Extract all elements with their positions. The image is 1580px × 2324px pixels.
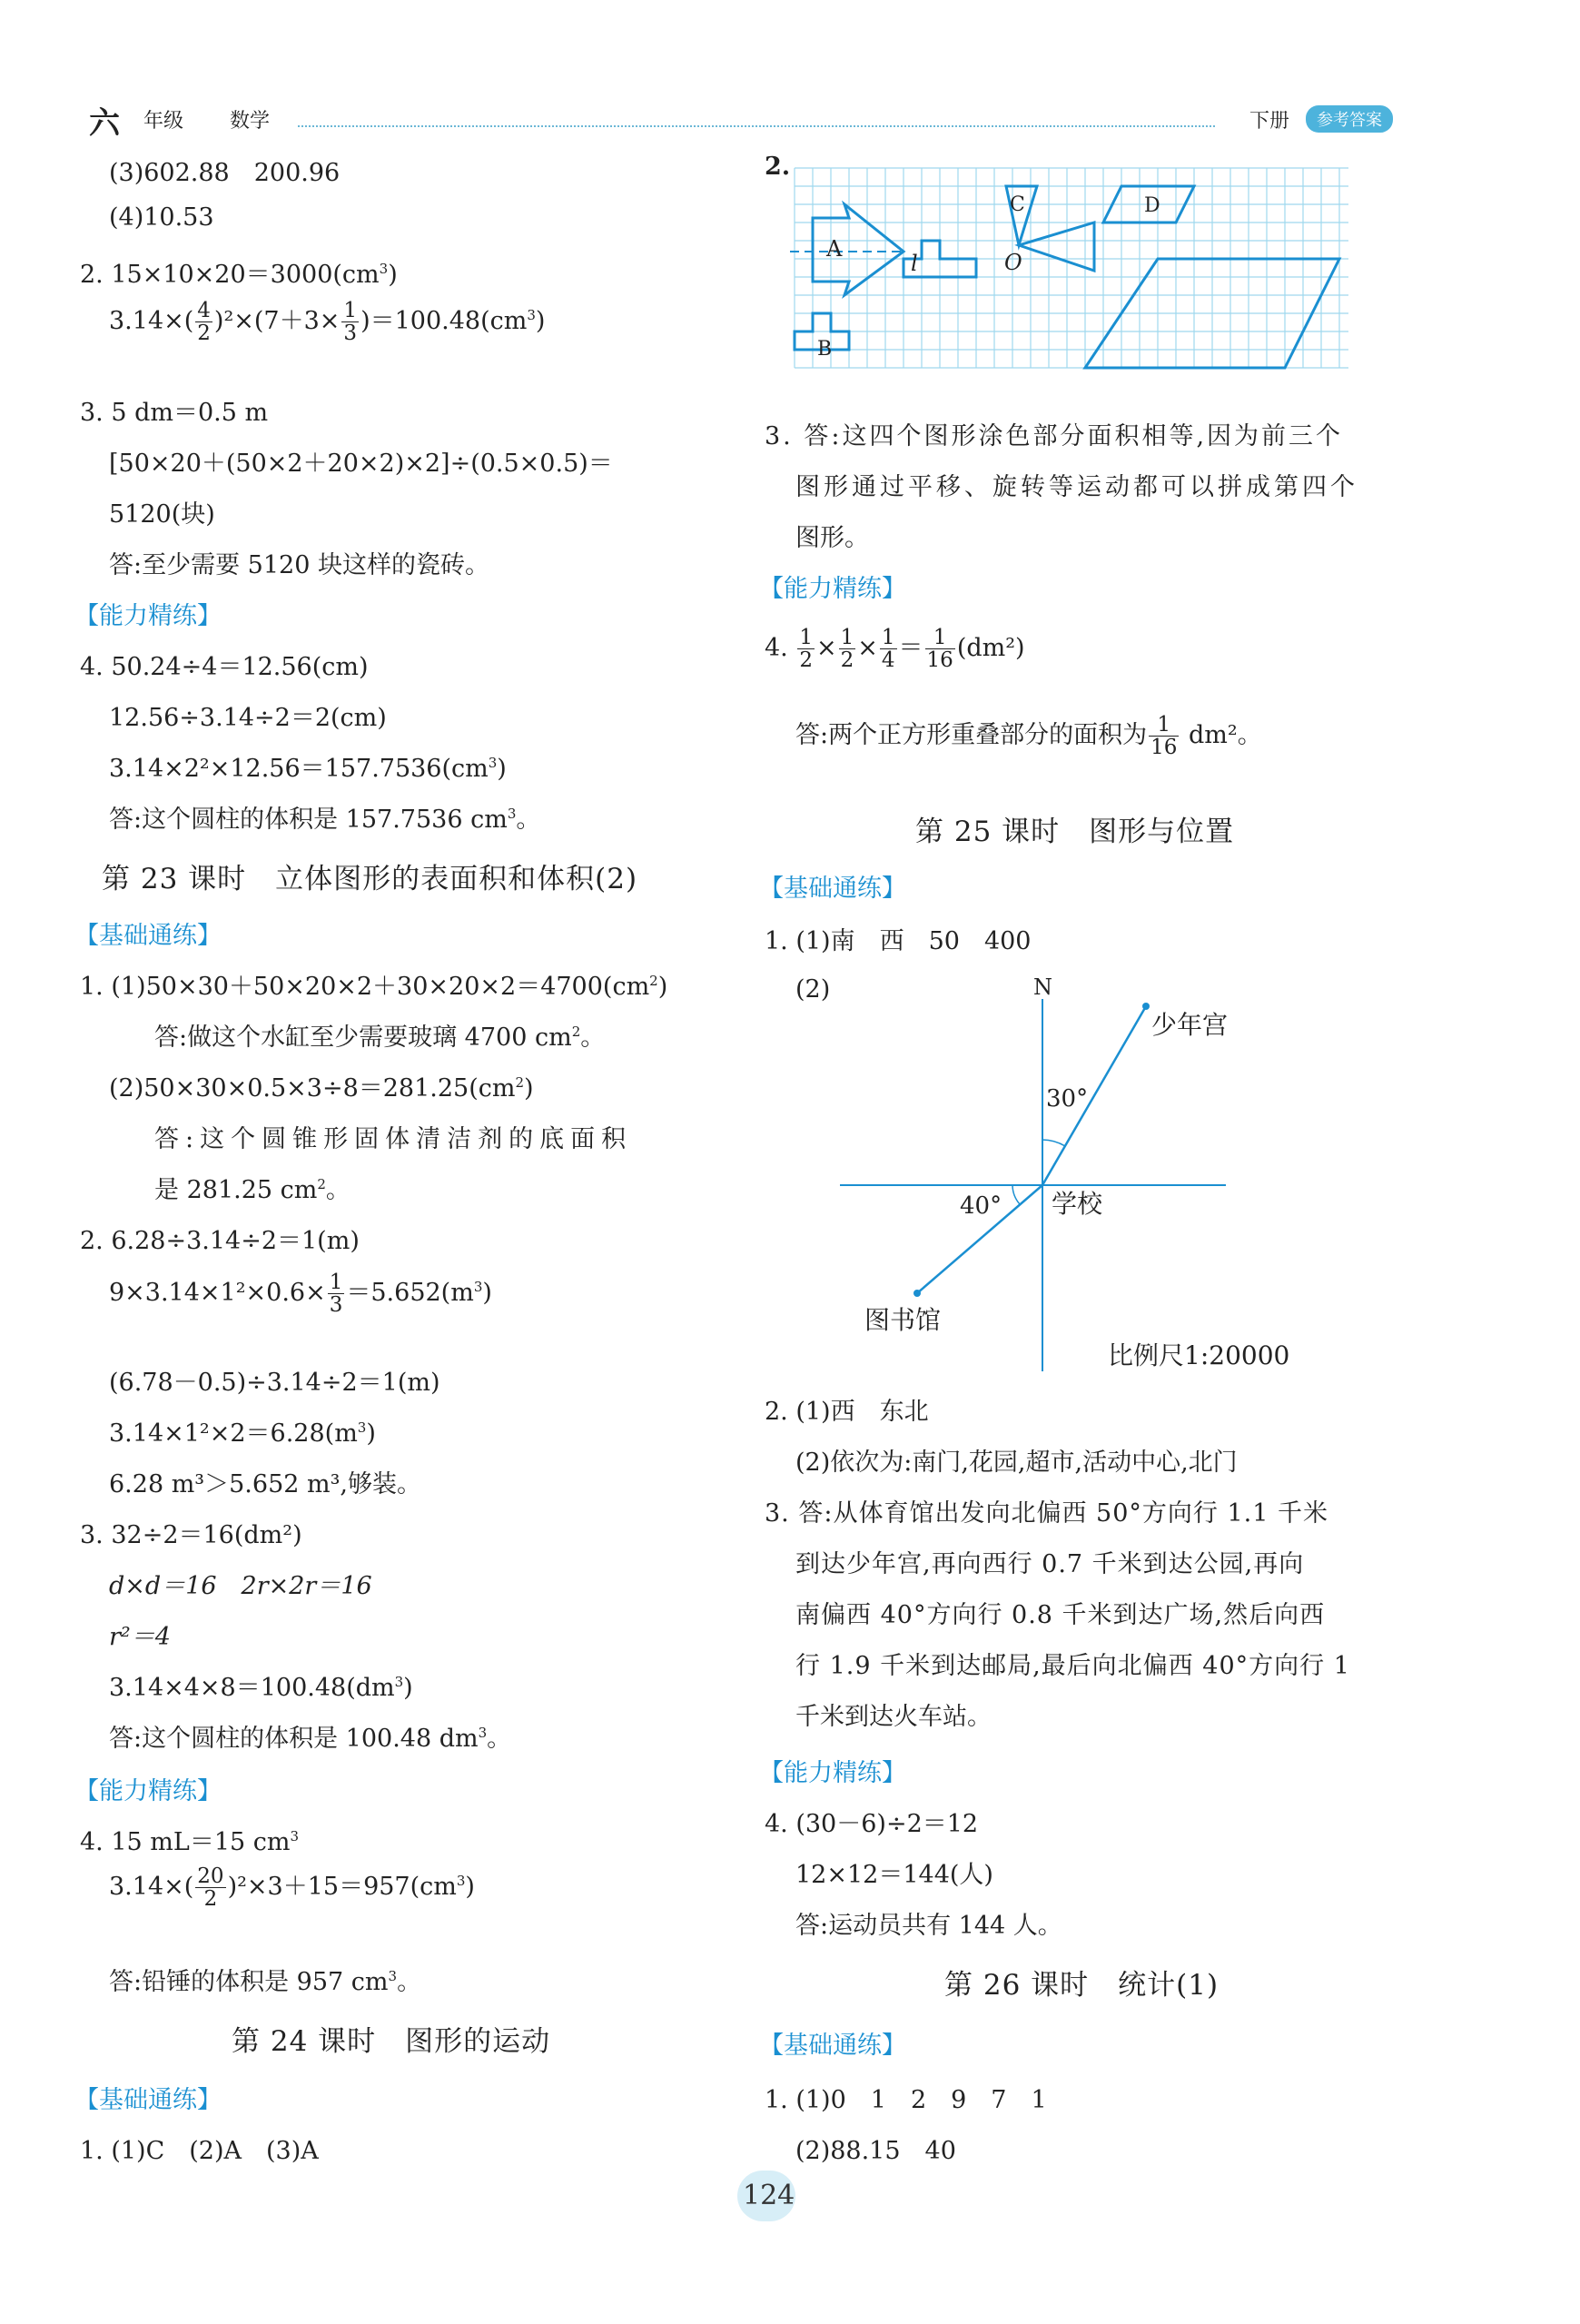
lesson-title: 第 24 课时 图形的运动 [232, 2025, 551, 2058]
answer-line: 1. (1)C (2)A (3)A [80, 2137, 319, 2165]
answer-line: 4. 15 mL＝15 $cm^3$ [80, 1828, 300, 1856]
answer-line: 3. 答:从体育馆出发向北偏西 50°方向行 1.1 千米 [765, 1499, 1328, 1528]
answer-line: 2. (1)西 东北 [765, 1398, 929, 1426]
answer-line: 2. [765, 153, 791, 181]
header-divider [298, 125, 1215, 127]
label-c: C [1010, 193, 1025, 216]
answer-line: $3.14\times 1^2\times 2=6.28(m^3)$ [109, 1419, 376, 1448]
section-tag: 【能力精练】 [759, 1759, 906, 1787]
answer-line: 12×12＝144(人) [795, 1861, 993, 1889]
grade-label: 年级 [143, 110, 184, 133]
answer-line: 行 1.9 千米到达邮局,最后向北偏西 40°方向行 1 [795, 1652, 1350, 1680]
angle-30-label: 30° [1046, 1085, 1089, 1113]
grade-number: 六 [89, 105, 120, 142]
answer-line: 6.28 m³＞5.652 m³,够装。 [109, 1470, 422, 1498]
angle-30-arc [1042, 1140, 1065, 1146]
north-label: N [1033, 974, 1052, 1000]
answers-badge: 参考答案 [1306, 105, 1393, 133]
page-header [80, 98, 1424, 142]
answer-line: 图形。 [795, 524, 869, 552]
section-tag: 【能力精练】 [74, 602, 222, 630]
answer-line: 答:这个圆柱的体积是 100.48 $dm^3$。 [109, 1725, 512, 1753]
answer-line: 图形通过平移、旋转等运动都可以拼成第四个 [795, 473, 1358, 501]
answer-line: 2. 6.28÷3.14÷2＝1(m) [80, 1227, 360, 1255]
answer-line: 9×3.14×1²×0.6× $\frac{1}{3}$ $=5.652(m^3)$ [109, 1271, 492, 1318]
answer-line: 3. 答:这四个图形涂色部分面积相等,因为前三个 [765, 422, 1344, 450]
answer-line: $(2)50\times 30\times 0.5\times 3\div 8=281.25(cm^2)$ [109, 1074, 534, 1103]
page-number: 124 [743, 2180, 795, 2211]
section-tag: 【能力精练】 [759, 575, 906, 603]
section-tag: 【基础通练】 [74, 2086, 222, 2114]
subject-label: 数学 [230, 110, 271, 133]
section-tag: 【基础通练】 [74, 922, 222, 950]
answer-line: 答:两个正方形重叠部分的面积为 $\frac{1}{16}$ dm²。 [795, 713, 1262, 760]
answer-line: (3)602.88 200.96 [109, 159, 341, 187]
angle-40-label: 40° [960, 1192, 1002, 1220]
grid-lines [795, 168, 1348, 368]
answer-line: 千米到达火车站。 [795, 1703, 992, 1731]
label-a: A [826, 236, 843, 262]
answer-line: 3. 5 dm＝0.5 m [80, 399, 269, 427]
answer-line: 答:这个圆锥形固体清洁剂的底面积 [154, 1125, 633, 1153]
answer-line: 答:这个圆柱的体积是 157.7536 $cm^3$。 [109, 806, 541, 834]
answer-line: (2) [795, 975, 831, 1004]
answer-line: 5120(块) [109, 500, 215, 529]
answer-line: d×d＝16 2r×2r＝16 [109, 1572, 372, 1600]
answer-line: 南偏西 40°方向行 0.8 千米到达广场,然后向西 [795, 1601, 1326, 1629]
answer-line: $3.14\times 4\times 8=100.48(dm^3)$ [109, 1674, 413, 1702]
answer-line: 是 281.25 $cm^2$。 [154, 1176, 351, 1204]
label-d: D [1144, 194, 1160, 217]
answer-line: (2)依次为:南门,花园,超市,活动中心,北门 [795, 1449, 1238, 1477]
section-tag: 【能力精练】 [74, 1777, 222, 1805]
school-label: 学校 [1052, 1189, 1103, 1219]
answer-line: 答:运动员共有 144 人。 [795, 1912, 1062, 1940]
label-o: O [1004, 250, 1022, 275]
answer-line: 3.14×( $\frac{20}{2}$ )$^2\times 3+15=957(cm^3)$ [109, 1864, 475, 1912]
answer-line: 1. $(1)50\times 30+50\times 20\times 2+30\times 20\times 2=4700(cm^2)$ [80, 973, 668, 1001]
answer-line: 到达少年宫,再向西行 0.7 千米到达公园,再向 [795, 1550, 1305, 1578]
label-l: l [911, 251, 918, 276]
answer-line: 3.14×( $\frac{4}{2}$ )²×(7＋3× $\frac{1}{3}$ )$=100.48(cm^3)$ [109, 299, 546, 346]
answer-line: [50×20＋(50×2＋20×2)×2]÷(0.5×0.5)＝ [109, 450, 613, 478]
answer-line: 12.56÷3.14÷2＝2(cm) [109, 704, 387, 732]
answer-line: $3.14\times 2^2\times 12.56=157.7536(cm^3)$ [109, 755, 507, 783]
answer-line: 答:至少需要 5120 块这样的瓷砖。 [109, 551, 489, 579]
position-map [817, 972, 1289, 1380]
lesson-title: 第 23 课时 立体图形的表面积和体积(2) [102, 863, 638, 895]
answer-line: (2)88.15 40 [795, 2137, 956, 2165]
label-b: B [817, 338, 833, 361]
section-tag: 【基础通练】 [759, 2032, 906, 2060]
answer-line: 3. 32÷2＝16(dm²) [80, 1521, 302, 1549]
answer-line: (6.78－0.5)÷3.14÷2＝1(m) [109, 1369, 440, 1397]
answer-line: 2. $15\times 10\times 20=3000(cm^3)$ [80, 261, 398, 289]
grid-figure [790, 163, 1353, 381]
angle-40-arc [1012, 1185, 1020, 1204]
volume-label: 下册 [1249, 110, 1290, 133]
section-tag: 【基础通练】 [759, 875, 906, 903]
answer-line: 4. (30－6)÷2＝12 [765, 1810, 979, 1838]
lesson-title: 第 25 课时 图形与位置 [915, 816, 1235, 848]
library-label: 图书馆 [864, 1305, 942, 1335]
answer-line: 1. (1)南 西 50 400 [765, 927, 1032, 955]
answer-line: r²＝4 [109, 1623, 171, 1651]
lesson-title: 第 26 课时 统计(1) [944, 1969, 1220, 2002]
library-point [913, 1290, 921, 1297]
answer-line: (4)10.53 [109, 203, 214, 232]
answer-line: 答:铅锤的体积是 957 $cm^3$。 [109, 1968, 422, 1996]
answer-line: 4. $\frac{1}{2}$ × $\frac{1}{2}$ × $\frac{1}{4}$ ＝ $\frac{1}{16}$ (dm²) [765, 626, 1025, 673]
scale-label: 比例尺1:20000 [1108, 1340, 1289, 1370]
palace-point [1142, 1003, 1150, 1010]
answer-line: 4. 50.24÷4＝12.56(cm) [80, 653, 369, 681]
palace-label: 少年宫 [1151, 1010, 1229, 1040]
answer-line: 答:做这个水缸至少需要玻璃 4700 $cm^2$。 [154, 1024, 606, 1052]
answer-line: 1. (1)0 1 2 9 7 1 [765, 2086, 1047, 2114]
